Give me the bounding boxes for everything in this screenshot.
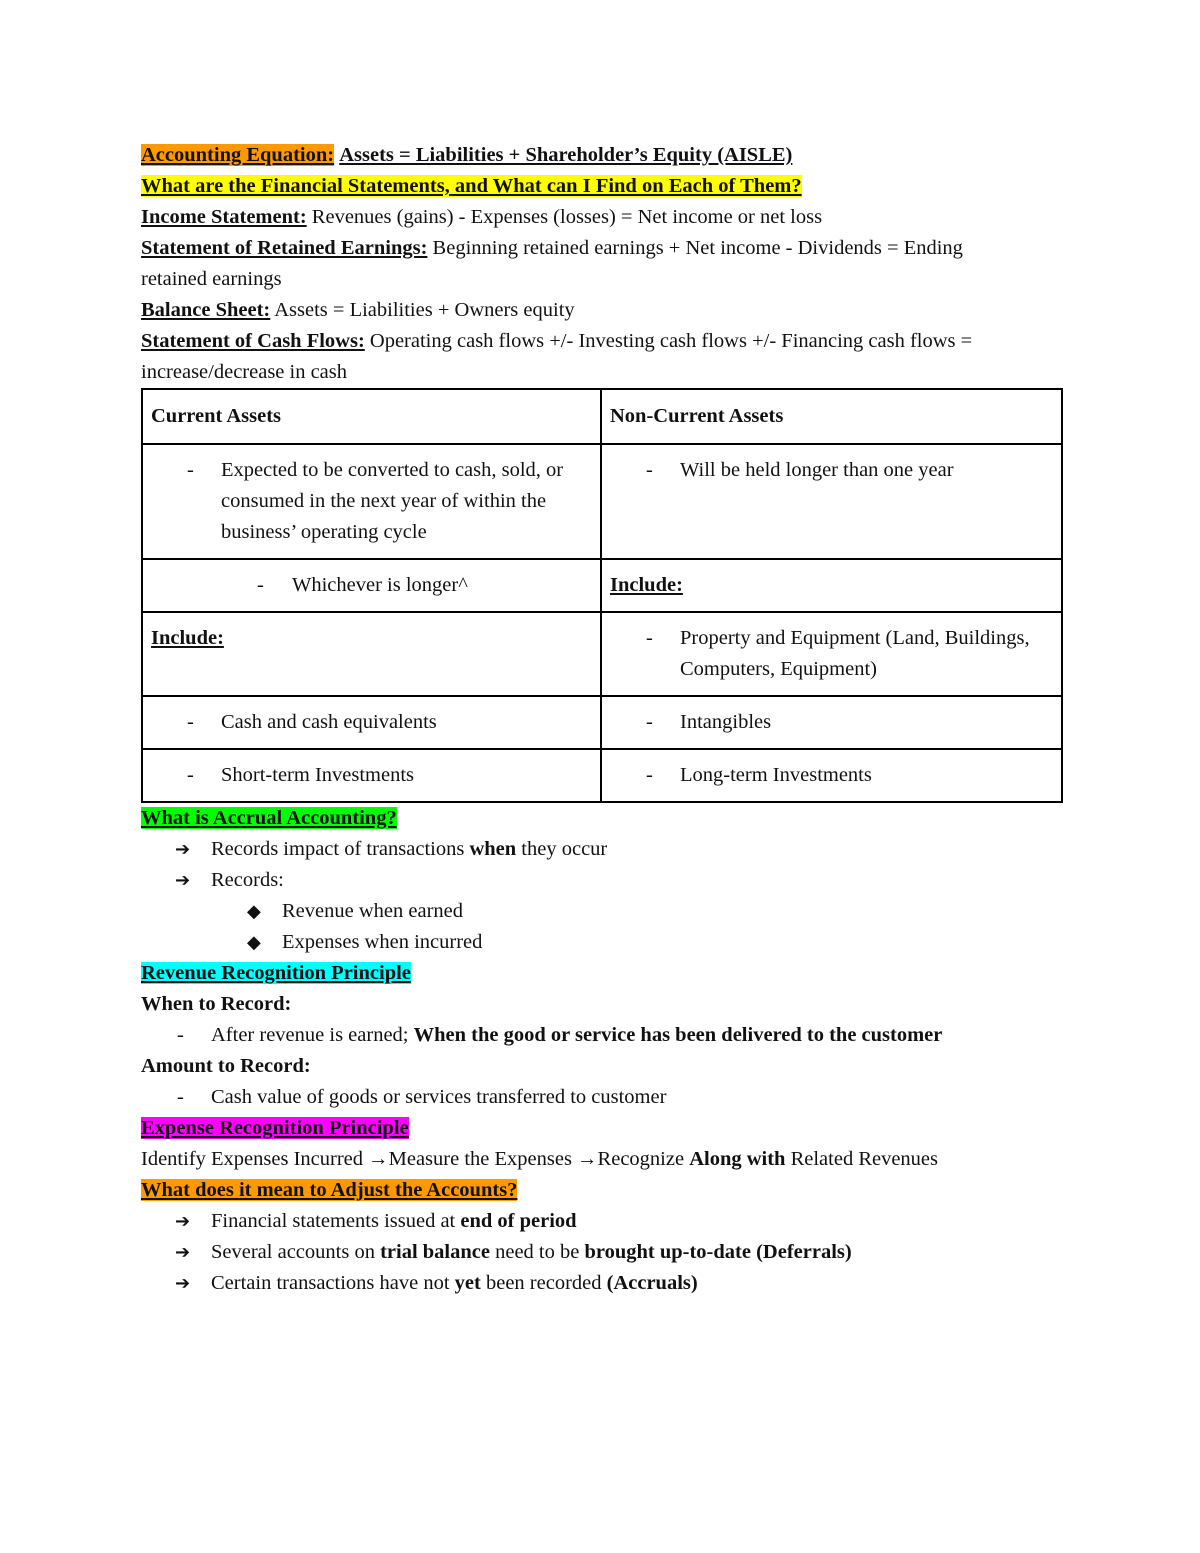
expense-bold-text: Along with [689, 1148, 786, 1170]
adjust-item3-bold1: yet [454, 1272, 481, 1294]
list-item [141, 1237, 1061, 1268]
dash-marker: - [187, 711, 194, 733]
accrual-item1-text: Records impact of transactions [211, 838, 470, 860]
dash-marker: - [646, 627, 653, 649]
adjust-item3-text: Certain transactions have not [211, 1272, 455, 1294]
expense-pre-text: Identify Expenses Incurred →Measure the Expenses →Recognize [141, 1148, 690, 1170]
adjust-item2-bold1: trial balance [380, 1241, 490, 1263]
dash-marker: - [646, 764, 653, 786]
adjust-item2-bold2: brought up-to-date (Deferrals) [584, 1241, 852, 1263]
list-item [141, 834, 1061, 865]
arrow-icon: ➔ [175, 1242, 191, 1263]
revenue-heading: Revenue Recognition Principle [141, 962, 411, 984]
dash-marker: - [646, 459, 653, 481]
table-cell [142, 749, 601, 802]
expense-text-line [141, 1144, 991, 1175]
dash-marker: - [646, 711, 653, 733]
table-cell [142, 696, 601, 749]
diamond-icon: ◆ [247, 932, 261, 953]
accrual-heading: What is Accrual Accounting? [141, 807, 397, 829]
dash-marker: - [177, 1024, 184, 1046]
table-row [142, 559, 1062, 612]
table-row [142, 444, 1062, 559]
balance-sheet-label: Balance Sheet: [141, 299, 271, 321]
list-item [141, 1082, 1061, 1113]
document-page [141, 140, 1061, 1299]
arrow-icon: ➔ [175, 1211, 191, 1232]
current-include-label: Include: [151, 627, 224, 649]
adjust-item2-mid: need to be [489, 1241, 585, 1263]
intangibles-text: Intangibles [680, 711, 772, 733]
table-row [142, 696, 1062, 749]
dash-marker: - [187, 459, 194, 481]
cash-flows-text: Operating cash flows +/- Investing cash flows +/- Financing cash flows = increase/decrease in cash [141, 330, 973, 383]
arrow-icon: ➔ [175, 1273, 191, 1294]
statements-heading: What are the Financial Statements, and What can I Find on Each of Them? [141, 175, 802, 197]
accrual-sub2-text: Expenses when incurred [282, 931, 483, 953]
non-current-assets-header: Non-Current Assets [601, 389, 1062, 444]
table-row [142, 612, 1062, 696]
accounting-equation-line [141, 140, 1061, 171]
table-cell [601, 612, 1062, 696]
balance-sheet-text: Assets = Liabilities + Owners equity [270, 299, 575, 321]
income-statement-line [141, 202, 1061, 233]
when-to-record-label [141, 989, 1061, 1020]
accrual-heading-line [141, 803, 1061, 834]
table-cell [142, 559, 601, 612]
dash-marker: - [187, 764, 194, 786]
long-term-investments-text: Long-term Investments [680, 764, 872, 786]
list-item [141, 927, 1061, 958]
list-item [141, 865, 1061, 896]
accounting-equation-text: Assets = Liabilities + Shareholder’s Equity (AISLE) [339, 144, 793, 166]
dash-marker: - [257, 574, 264, 596]
current-assets-header: Current Assets [142, 389, 601, 444]
table-cell [601, 696, 1062, 749]
statements-heading-line [141, 171, 1061, 202]
accrual-item1-bold: when [469, 838, 517, 860]
accrual-item2-text: Records: [211, 869, 284, 891]
adjust-item2-text: Several accounts on [211, 1241, 381, 1263]
arrow-icon: ➔ [175, 839, 191, 860]
accounting-equation-label: Accounting Equation: [141, 144, 335, 166]
table-cell [142, 612, 601, 696]
income-statement-label: Income Statement: [141, 206, 307, 228]
property-equipment-text: Property and Equipment (Land, Buildings, Computers, Equipment) [680, 627, 1030, 680]
when-pre-text: After revenue is earned; [211, 1024, 414, 1046]
adjust-item1-bold: end of period [460, 1210, 577, 1232]
expense-heading-line [141, 1113, 1061, 1144]
retained-earnings-label: Statement of Retained Earnings: [141, 237, 428, 259]
table-cell [601, 559, 1062, 612]
table-header-row [142, 389, 1062, 444]
amount-text: Cash value of goods or services transferred to customer [211, 1086, 667, 1108]
when-bold-text: When the good or service has been delivered to the customer [413, 1024, 943, 1046]
expense-heading: Expense Recognition Principle [141, 1117, 409, 1139]
income-statement-text: Revenues (gains) - Expenses (losses) = Net income or net loss [306, 206, 823, 228]
table-cell [601, 749, 1062, 802]
list-item [141, 1206, 1061, 1237]
cash-flows-line [141, 326, 1031, 388]
accrual-item1-post: they occur [516, 838, 608, 860]
balance-sheet-line [141, 295, 1061, 326]
list-item [141, 896, 1061, 927]
table-cell [142, 444, 601, 559]
when-to-record-text: When to Record: [141, 993, 292, 1015]
table-cell [601, 444, 1062, 559]
revenue-heading-line [141, 958, 1061, 989]
amount-to-record-text: Amount to Record: [141, 1055, 311, 1077]
expense-post-text: Related Revenues [785, 1148, 939, 1170]
accrual-sub1-text: Revenue when earned [282, 900, 463, 922]
amount-to-record-label [141, 1051, 1061, 1082]
current-assets-definition: Expected to be converted to cash, sold, or consumed in the next year of within the business’ operating cycle [221, 459, 564, 543]
adjust-heading: What does it mean to Adjust the Accounts? [141, 1179, 518, 1201]
list-item [141, 1268, 1061, 1299]
retained-earnings-line [141, 233, 1021, 295]
arrow-icon: ➔ [175, 870, 191, 891]
adjust-item1-text: Financial statements issued at [211, 1210, 461, 1232]
non-current-assets-definition: Will be held longer than one year [680, 459, 954, 481]
whichever-longer-text: Whichever is longer^ [292, 574, 468, 596]
adjust-heading-line [141, 1175, 1061, 1206]
short-term-investments-text: Short-term Investments [221, 764, 415, 786]
cash-equivalents-text: Cash and cash equivalents [221, 711, 437, 733]
cash-flows-label: Statement of Cash Flows: [141, 330, 365, 352]
dash-marker: - [177, 1086, 184, 1108]
list-item [141, 1020, 1061, 1051]
adjust-item3-bold2: (Accruals) [606, 1272, 698, 1294]
diamond-icon: ◆ [247, 901, 261, 922]
table-row [142, 749, 1062, 802]
assets-table [141, 388, 1063, 803]
retained-earnings-text: Beginning retained earnings + Net income - Dividends = Ending retained earnings [141, 237, 963, 290]
adjust-item3-mid: been recorded [480, 1272, 607, 1294]
non-current-include-label: Include: [610, 574, 683, 596]
